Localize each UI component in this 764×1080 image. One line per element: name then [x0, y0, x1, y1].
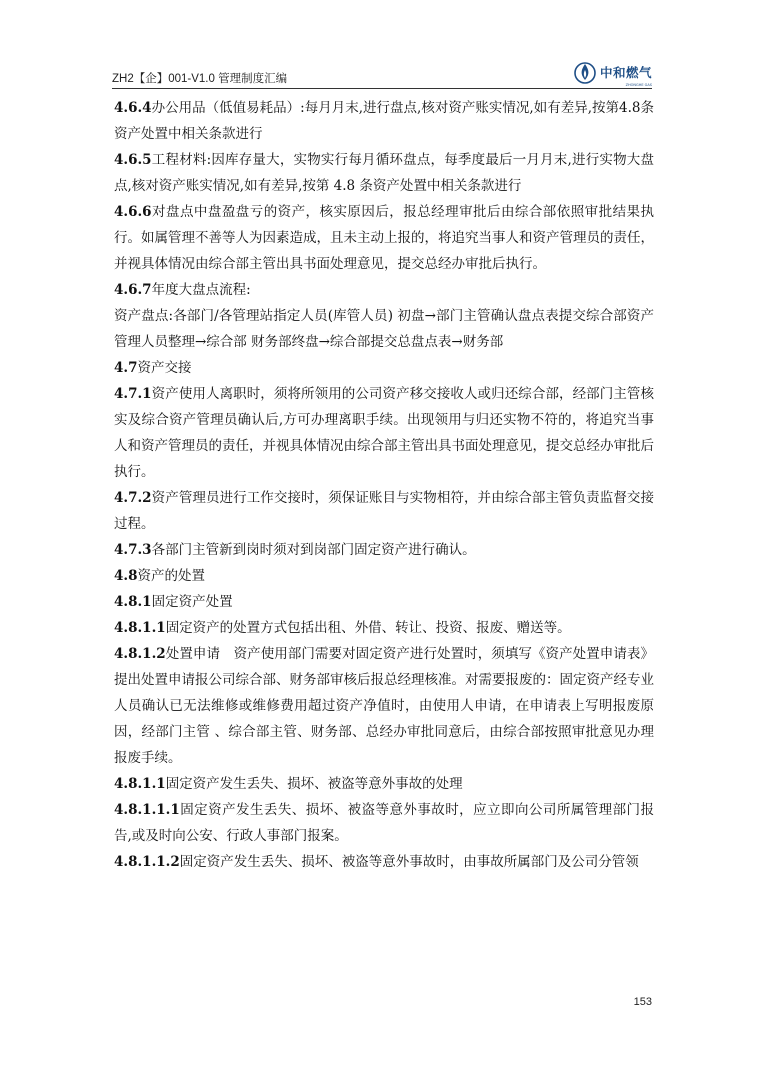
section-heading [114, 355, 654, 381]
header-rule [112, 88, 652, 89]
document-body [114, 95, 654, 875]
paragraph [114, 771, 654, 797]
clause-number: 4.8 [114, 568, 138, 584]
clause-number: 4.7.2 [114, 490, 152, 506]
clause-text: 年度大盘点流程: [151, 282, 251, 298]
clause-text: 固定资产发生丢失、损坏、被盗等意外事故的处理 [165, 776, 463, 792]
clause-text: 固定资产发生丢失、损坏、被盗等意外事故时，由事故所属部门及公司分管领 [179, 854, 639, 870]
clause-number: 4.6.5 [114, 152, 152, 168]
clause-text: 工程材料:因库存量大，实物实行每月循环盘点，每季度最后一月月末,进行实物大盘点,核对资产账实情况,如有差异,按第 4.8 条资产处置中相关条款进行 [114, 152, 654, 194]
clause-number: 4.8.1.1.1 [114, 802, 180, 818]
clause-text: 资产管理员进行工作交接时，须保证账目与实物相符，并由综合部主管负责监督交接过程。 [114, 490, 654, 532]
clause-number: 4.8.1.1.2 [114, 854, 180, 870]
header-title: ZH2【企】001-V1.0 管理制度汇编 [112, 73, 288, 85]
section-heading [114, 563, 654, 589]
clause-number: 4.8.1.1 [114, 776, 166, 792]
clause-number: 4.6.6 [114, 204, 152, 220]
clause-number: 4.6.4 [114, 100, 152, 116]
paragraph [114, 381, 654, 485]
flame-logo-icon [572, 59, 598, 85]
clause-text: 资产的处置 [137, 568, 205, 584]
clause-text: 资产盘点:各部门/各管理站指定人员(库管人员) 初盘→部门主管确认盘点表提交综合部资产管理人员整理→综合部 财务部终盘→综合部提交总盘点表→财务部 [114, 308, 654, 350]
logo-subtext: ZHONGHE GAS [625, 83, 652, 87]
clause-text: 固定资产发生丢失、损坏、被盗等意外事故时，应立即向公司所属管理部门报告,或及时向公安、行政人事部门报案。 [114, 802, 654, 844]
paragraph [114, 147, 654, 199]
paragraph [114, 641, 654, 771]
clause-number: 4.6.7 [114, 282, 152, 298]
clause-text: 各部门主管新到岗时须对到岗部门固定资产进行确认。 [151, 542, 476, 558]
clause-text: 资产交接 [137, 360, 192, 376]
paragraph [114, 615, 654, 641]
paragraph [114, 797, 654, 849]
paragraph [114, 485, 654, 537]
clause-text: 对盘点中盘盈盘亏的资产，核实原因后，报总经理审批后由综合部依照审批结果执行。如属管理不善等人为因素造成，且未主动上报的，将追究当事人和资产管理员的责任，并视具体情况由综合部主管出具书面处理意见，提交总经办审批后执行。 [114, 204, 654, 272]
company-logo [572, 58, 652, 86]
subsection-heading [114, 589, 654, 615]
logo-text: 中和燃气 [599, 65, 652, 80]
paragraph [114, 849, 654, 875]
paragraph [114, 199, 654, 277]
clause-number: 4.7.1 [114, 386, 152, 402]
clause-text: 固定资产处置 [151, 594, 233, 610]
paragraph [114, 95, 654, 147]
clause-text: 资产使用人离职时，须将所领用的公司资产移交接收人或归还综合部，经部门主管核实及综合资产管理员确认后,方可办理离职手续。出现领用与归还实物不符的，将追究当事人和资产管理员的责任，并视具体情况由综合部主管出具书面处理意见，提交总经办审批后执行。 [114, 386, 654, 480]
clause-number: 4.7 [114, 360, 138, 376]
paragraph [114, 277, 654, 303]
clause-text: 固定资产的处置方式包括出租、外借、转让、投资、报废、赠送等。 [165, 620, 571, 636]
page-header [112, 58, 652, 88]
clause-text: 办公用品（低值易耗品）:每月月末,进行盘点,核对资产账实情况,如有差异,按第4.8条资产处置中相关条款进行 [114, 100, 654, 142]
page-number: 153 [633, 996, 652, 1008]
clause-number: 4.8.1 [114, 594, 152, 610]
paragraph [114, 537, 654, 563]
clause-number: 4.8.1.2 [114, 646, 166, 662]
clause-text: 处置申请 资产使用部门需要对固定资产进行处置时，须填写《资产处置申请表》提出处置申请报公司综合部、财务部审核后报总经理核准。对需要报废的：固定资产经专业人员确认已无法维修或维修费用超过资产净值时，由使用人申请，在申请表上写明报废原因，经部门主管 、综合部主管、财务部、总经办审批同意后，由综合部按照审批意见办理报废手续。 [114, 646, 654, 766]
clause-number: 4.8.1.1 [114, 620, 166, 636]
clause-number: 4.7.3 [114, 542, 152, 558]
paragraph [114, 303, 654, 355]
